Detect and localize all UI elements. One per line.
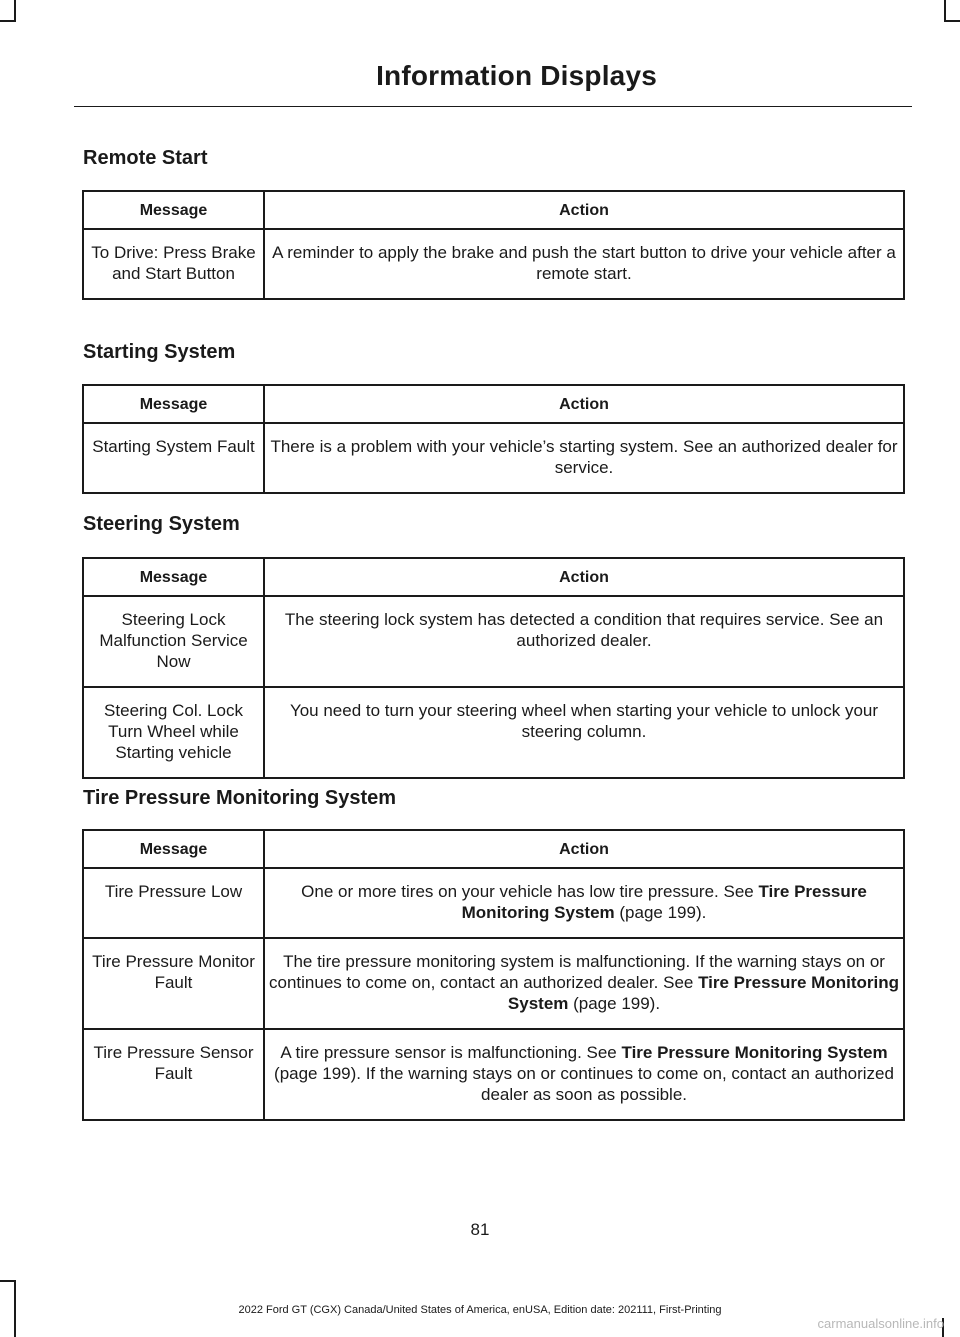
column-header-message: Message — [83, 191, 264, 229]
page-title: Information Displays — [376, 60, 657, 91]
action-text-continued: (page 199). If the warning stays on or continues to come on, contact an authorized dealer as soon as possible. — [274, 1064, 894, 1104]
starting-system-table — [82, 384, 905, 494]
remote-start-table — [82, 190, 905, 300]
table-header-row — [83, 385, 904, 423]
page-reference: (page 199). — [614, 903, 707, 922]
table-row — [83, 423, 904, 493]
crop-mark-bottom-left-h — [0, 1280, 16, 1282]
cross-reference-link[interactable]: Tire Pressure Monitoring System — [621, 1043, 888, 1062]
edition-footer: 2022 Ford GT (CGX) Canada/United States of America, enUSA, Edition date: 202111, First-Printing — [238, 1304, 722, 1316]
tpms-table — [82, 829, 905, 1121]
message-cell: Starting System Fault — [83, 423, 264, 493]
steering-system-table — [82, 557, 905, 779]
table-header-row — [83, 830, 904, 868]
crop-mark-top-right-h — [944, 20, 960, 22]
message-cell: Steering Lock Malfunction Service Now — [83, 596, 264, 687]
table-row — [83, 938, 904, 1029]
table-header-row — [83, 558, 904, 596]
column-header-message: Message — [83, 558, 264, 596]
column-header-action: Action — [264, 385, 904, 423]
action-cell: There is a problem with your vehicle’s starting system. See an authorized dealer for service. — [264, 423, 904, 493]
column-header-action: Action — [264, 830, 904, 868]
header-divider — [74, 106, 912, 107]
column-header-message: Message — [83, 830, 264, 868]
page-reference: (page 199). — [568, 994, 661, 1013]
action-cell — [264, 938, 904, 1029]
section-heading-tpms: Tire Pressure Monitoring System — [83, 787, 397, 809]
message-cell: Tire Pressure Monitor Fault — [83, 938, 264, 1029]
message-cell: Tire Pressure Sensor Fault — [83, 1029, 264, 1120]
section-heading-steering-system: Steering System — [83, 513, 240, 535]
section-heading-remote-start: Remote Start — [83, 147, 208, 169]
section-heading-starting-system: Starting System — [83, 341, 236, 363]
message-cell: To Drive: Press Brake and Start Button — [83, 229, 264, 299]
action-cell — [264, 868, 904, 938]
cross-reference-link[interactable]: Tire Pressure Monitoring System — [461, 882, 867, 922]
action-cell: The steering lock system has detected a condition that requires service. See an authorized dealer. — [264, 596, 904, 687]
table-row — [83, 868, 904, 938]
table-row — [83, 596, 904, 687]
action-cell: You need to turn your steering wheel when starting your vehicle to unlock your steering column. — [264, 687, 904, 778]
action-cell — [264, 1029, 904, 1120]
action-text: The tire pressure monitoring system is malfunctioning. If the warning stays on or continues to come on, contact an authorized dealer. See — [269, 952, 885, 992]
table-row — [83, 229, 904, 299]
action-text: One or more tires on your vehicle has low tire pressure. See — [301, 882, 759, 901]
table-header-row — [83, 191, 904, 229]
crop-mark-top-left-v — [14, 0, 16, 22]
message-cell: Tire Pressure Low — [83, 868, 264, 938]
table-row — [83, 1029, 904, 1120]
action-text: A tire pressure sensor is malfunctioning. See — [280, 1043, 622, 1062]
cross-reference-link[interactable]: Tire Pressure Monitoring System — [507, 973, 899, 1013]
message-cell: Steering Col. Lock Turn Wheel while Starting vehicle — [83, 687, 264, 778]
page-number: 81 — [470, 1220, 490, 1239]
action-cell: A reminder to apply the brake and push the start button to drive your vehicle after a remote start. — [264, 229, 904, 299]
crop-mark-top-right-v — [944, 0, 946, 22]
column-header-message: Message — [83, 385, 264, 423]
table-row — [83, 687, 904, 778]
column-header-action: Action — [264, 558, 904, 596]
watermark: carmanualsonline.info — [817, 1316, 944, 1331]
crop-mark-top-left-h — [0, 20, 16, 22]
column-header-action: Action — [264, 191, 904, 229]
